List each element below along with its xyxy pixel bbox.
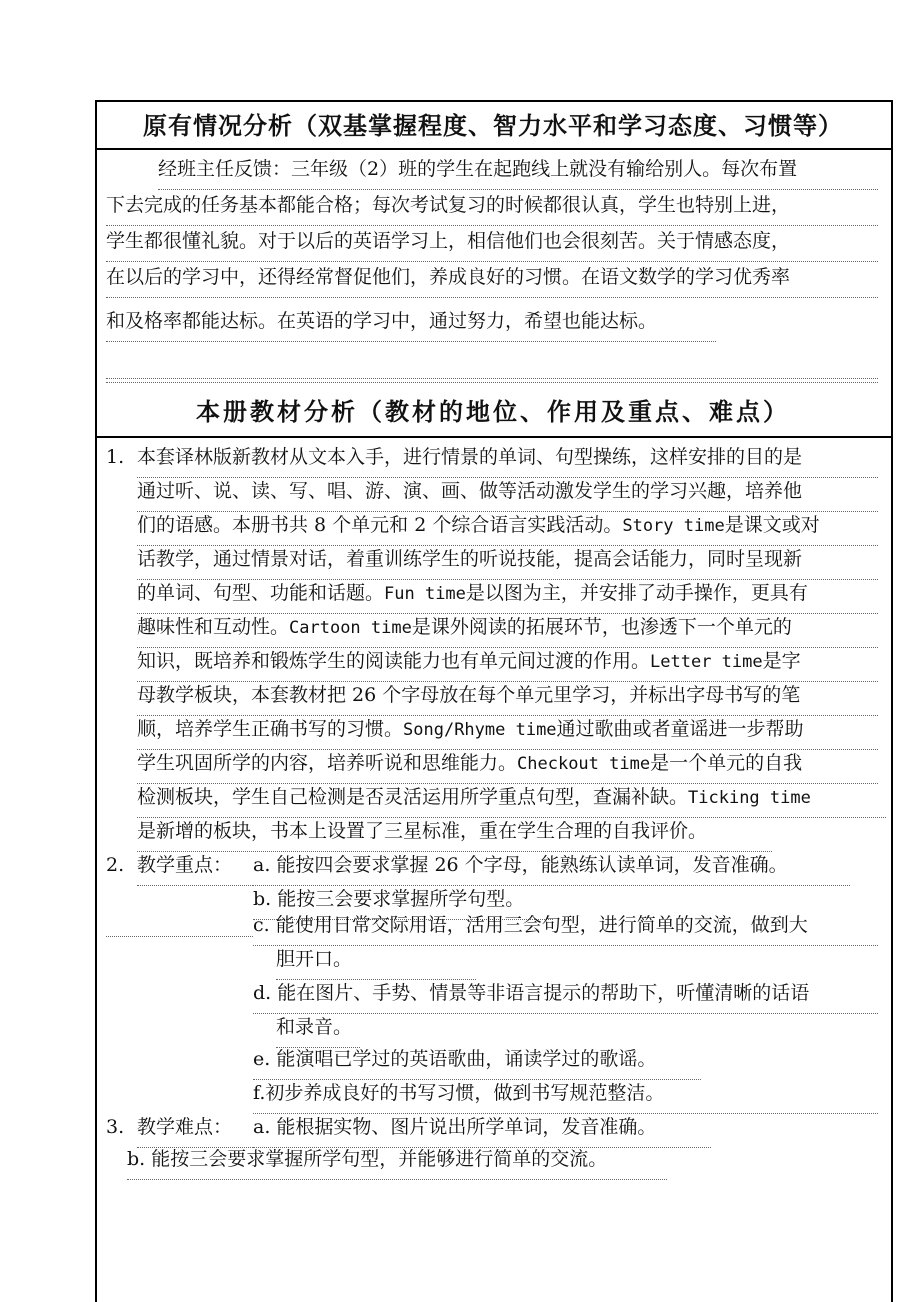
item3-label: 教学难点： (137, 1114, 253, 1148)
paragraph-line: 下去完成的任务基本都能合格；每次考试复习的时候都很认真，学生也特别上进， (106, 192, 878, 226)
dotted-rule (106, 378, 878, 379)
item1-line: 母教学板块，本套教材把 26 个字母放在每个单元里学习，并标出字母书写的笔 (137, 682, 878, 716)
paragraph-line: 在以后的学习中，还得经常督促他们，养成良好的习惯。在语文数学的学习优秀率 (106, 264, 878, 298)
key-point: b. 能按三会要求掌握所学句型。 (253, 886, 553, 920)
difficulty-point: b. 能按三会要求掌握所学句型，并能够进行简单的交流。 (127, 1146, 667, 1180)
key-point: d. 能在图片、手势、情景等非语言提示的帮助下，听懂清晰的话语 (253, 980, 878, 1014)
item2-label: 教学重点： (137, 852, 253, 886)
divider (95, 148, 891, 150)
item1-line: 检测板块，学生自己检测是否灵活运用所学重点句型，查漏补缺。Ticking time (137, 784, 886, 818)
section2-heading: 本册教材分析（教材的地位、作用及重点、难点） (196, 397, 790, 426)
key-point: c. 能使用日常交际用语，活用三会句型，进行简单的交流，做到大 (253, 912, 878, 946)
key-point: 和录音。 (276, 1014, 360, 1048)
item1-line: 本套译林版新教材从文本入手，进行情景的单词、句型操练，这样安排的目的是 (137, 444, 878, 478)
item1-line: 趣味性和互动性。Cartoon time是课外阅读的拓展环节，也渗透下一个单元的 (137, 614, 878, 648)
item-number: 3. (106, 1116, 125, 1138)
key-point: f.初步养成良好的书写习惯，做到书写规范整洁。 (253, 1080, 878, 1114)
divider (95, 436, 891, 438)
item1-line: 顺，培养学生正确书写的习惯。Song/Rhyme time通过歌曲或者童谣进一步帮助 (137, 716, 878, 750)
item-number: 2. (106, 854, 125, 876)
dotted-rule (106, 936, 253, 937)
difficulty-point: a. 能根据实物、图片说出所学单词，发音准确。 (253, 1114, 711, 1148)
item1-line: 们的语感。本册书共 8 个单元和 2 个综合语言实践活动。Story time是课文或对 (137, 512, 878, 546)
item1-line: 知识，既培养和锻炼学生的阅读能力也有单元间过渡的作用。Letter time是字 (137, 648, 878, 682)
key-point: 胆开口。 (276, 946, 476, 980)
item-number: 1. (106, 446, 125, 468)
item1-line: 是新增的板块，书本上设置了三星标准，重在学生合理的自我评价。 (137, 818, 772, 852)
item1-line: 通过听、说、读、写、唱、游、演、画、做等活动激发学生的学习兴趣，培养他 (137, 478, 878, 512)
key-point: a. 能按四会要求掌握 26 个字母，能熟练认读单词，发音准确。 (253, 852, 850, 886)
item1-line: 的单词、句型、功能和话题。Fun time是以图为主，并安排了动手操作，更具有 (137, 580, 878, 614)
paragraph-line: 经班主任反馈：三年级（2）班的学生在起跑线上就没有输给别人。每次布置 (158, 156, 878, 190)
paragraph-line: 和及格率都能达标。在英语的学习中，通过努力，希望也能达标。 (106, 308, 716, 342)
item1-line: 学生巩固所学的内容，培养听说和思维能力。Checkout time是一个单元的自我 (137, 750, 878, 784)
paragraph-line: 学生都很懂礼貌。对于以后的英语学习上，相信他们也会很刻苦。关于情感态度， (106, 228, 878, 262)
dotted-rule (106, 382, 878, 383)
section1-heading: 原有情况分析（双基掌握程度、智力水平和学习态度、习惯等） (143, 111, 843, 140)
key-point: e. 能演唱已学过的英语歌曲，诵读学过的歌谣。 (253, 1046, 701, 1080)
item1-line: 话教学，通过情景对话，着重训练学生的听说技能，提高会话能力，同时呈现新 (137, 546, 878, 580)
